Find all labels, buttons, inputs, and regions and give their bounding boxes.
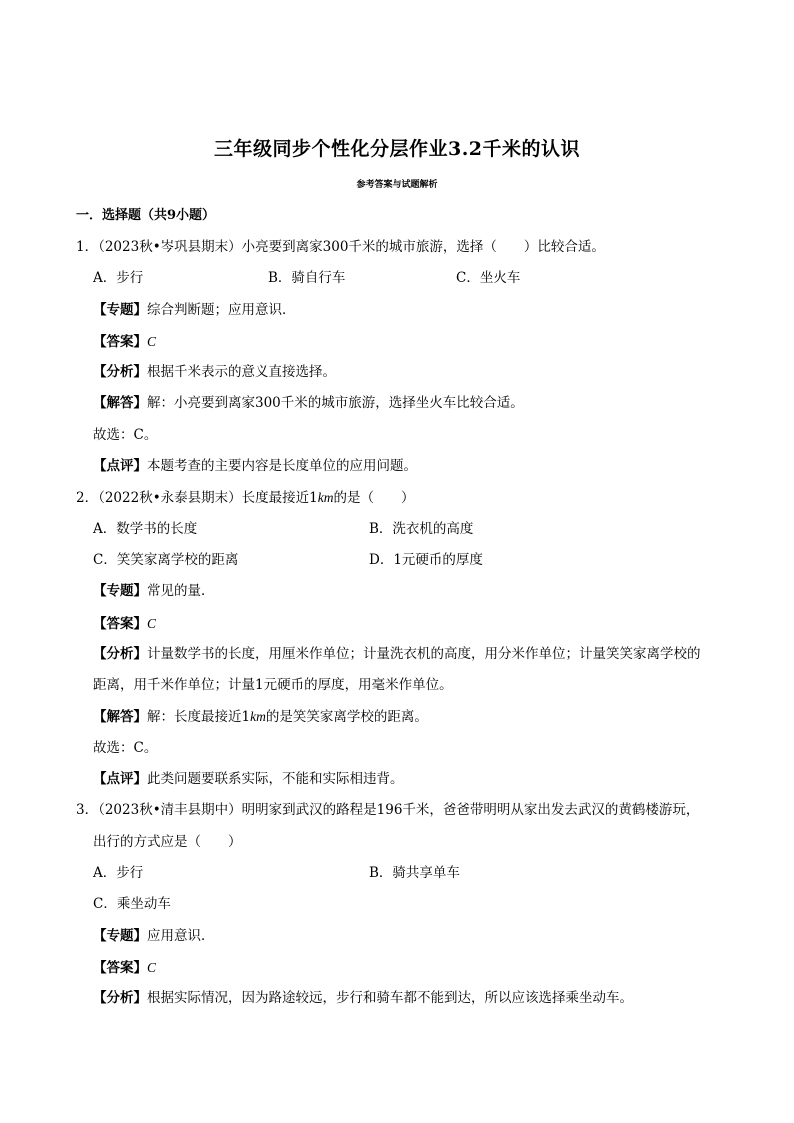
section-heading: 一．选择题（共9小题）	[76, 208, 216, 223]
option-a: A．步行	[93, 864, 144, 881]
option-b: B．骑自行车	[268, 270, 346, 287]
question-3-options-row-1	[76, 858, 726, 889]
page-subtitle: 参考答案与试题解析	[356, 180, 438, 190]
question-3-topic: 【专题】应用意识．	[93, 927, 215, 944]
option-d: D．1元硬币的厚度	[369, 551, 483, 568]
page-title: 三年级同步个性化分层作业3.2千米的认识	[213, 138, 581, 160]
question-1-answer: 【答案】C	[93, 333, 157, 350]
question-2-options-row-2	[76, 545, 726, 576]
option-c: C．坐火车	[456, 270, 521, 287]
question-1-options	[76, 263, 726, 294]
question-2-analysis-cont: 距离，用千米作单位；计量1元硬币的厚度，用毫米作单位。	[93, 677, 453, 694]
question-3-stem: 3．（2023秋•清丰县期中）明明家到武汉的路程是196千米，爸爸带明明从家出发去武汉的黄鹤楼游玩，	[76, 802, 700, 819]
question-1-stem: 1．（2023秋•岑巩县期末）小亮要到离家300千米的城市旅游，选择（ ）比较合适。	[76, 239, 605, 255]
content	[76, 232, 726, 1014]
question-2-comment: 【点评】此类问题要联系实际，不能和实际相违背。	[93, 771, 404, 788]
question-1-choose: 故选：C。	[93, 426, 158, 443]
question-2-topic: 【专题】常见的量．	[93, 583, 215, 600]
question-1-comment: 【点评】本题考查的主要内容是长度单位的应用问题。	[93, 458, 417, 475]
question-1-analysis: 【分析】根据千米表示的意义直接选择。	[93, 364, 336, 381]
option-a: A．步行	[93, 270, 144, 287]
option-b: B．洗衣机的高度	[369, 520, 474, 537]
question-2-answer: 【答案】C	[93, 615, 157, 632]
option-a: A．数学书的长度	[93, 520, 198, 537]
question-1-topic: 【专题】综合判断题；应用意识．	[93, 301, 296, 318]
option-c: C．笑笑家离学校的距离	[93, 551, 239, 568]
question-2-options-row-1	[76, 514, 726, 545]
option-b: B．骑共享单车	[369, 864, 460, 881]
question-3-analysis: 【分析】根据实际情况，因为路途较远，步行和骑车都不能到达，所以应该选择乘坐动车。	[93, 990, 633, 1007]
option-c: C．乘坐动车	[93, 896, 171, 913]
question-2-stem: 2．（2022秋•永泰县期末）长度最接近1km的是（ ）	[76, 490, 415, 507]
question-3-stem-cont: 出行的方式应是（ ）	[93, 833, 242, 850]
question-3-answer: 【答案】C	[93, 959, 157, 976]
question-2-analysis: 【分析】计量数学书的长度，用厘米作单位；计量洗衣机的高度，用分米作单位；计量笑笑家离学校的	[93, 645, 701, 662]
question-3-options-row-2	[76, 889, 726, 920]
question-2-choose: 故选：C。	[93, 739, 158, 756]
question-1-solution: 【解答】解：小亮要到离家300千米的城市旅游，选择坐火车比较合适。	[93, 395, 524, 412]
question-2-solution: 【解答】解：长度最接近1km的是笑笑家离学校的距离。	[93, 709, 428, 726]
